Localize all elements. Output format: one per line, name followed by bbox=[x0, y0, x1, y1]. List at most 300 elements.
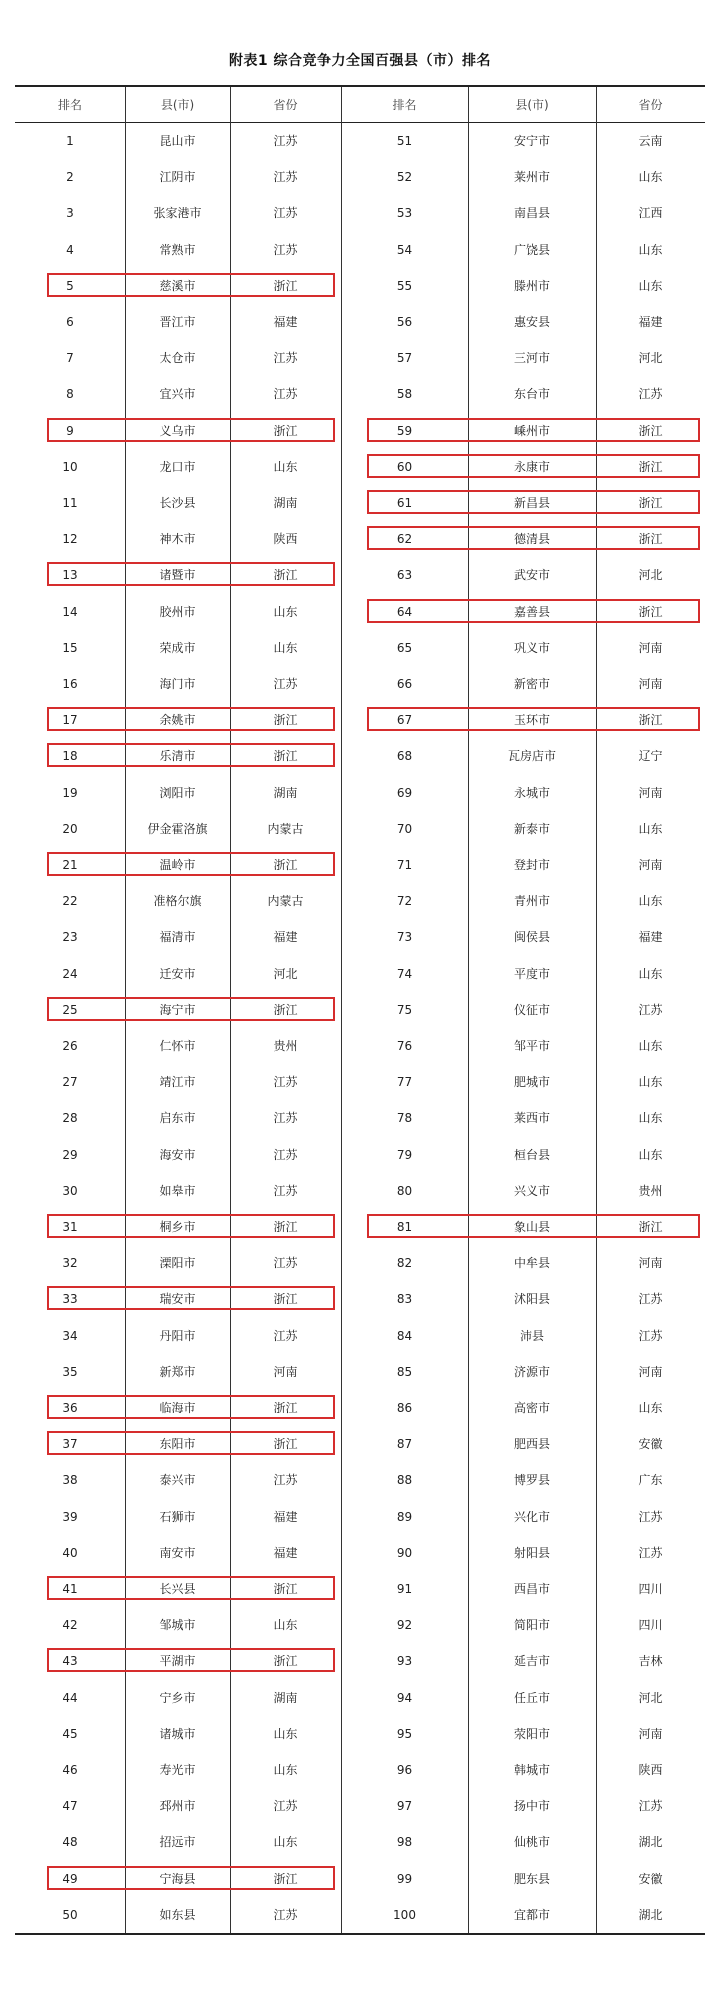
table-row bbox=[15, 1064, 705, 1100]
rank-left: 9 bbox=[66, 423, 74, 438]
rank-left: 22 bbox=[62, 894, 78, 909]
province-left: 江苏 bbox=[273, 1328, 298, 1343]
rank-left: 34 bbox=[62, 1328, 78, 1343]
county-right: 邹平市 bbox=[513, 1039, 550, 1053]
rank-right: 74 bbox=[396, 966, 413, 981]
table-row bbox=[15, 1499, 705, 1535]
table-row bbox=[15, 123, 705, 159]
province-left: 浙江 bbox=[273, 1871, 298, 1886]
rank-left: 27 bbox=[62, 1075, 78, 1090]
county-right: 射阳县 bbox=[513, 1545, 550, 1560]
province-left: 浙江 bbox=[273, 423, 298, 438]
rank-left: 43 bbox=[62, 1654, 78, 1669]
rank-right: 55 bbox=[396, 278, 413, 293]
county-right: 高密市 bbox=[513, 1401, 550, 1415]
rank-left: 8 bbox=[66, 387, 74, 402]
rank-left: 24 bbox=[62, 966, 78, 981]
rank-left: 37 bbox=[62, 1437, 78, 1452]
rank-left: 49 bbox=[62, 1871, 78, 1886]
province-left: 浙江 bbox=[273, 858, 298, 872]
county-left: 常熟市 bbox=[159, 242, 196, 257]
rank-right: 71 bbox=[396, 858, 413, 872]
rank-right: 73 bbox=[396, 930, 413, 945]
county-left: 招远市 bbox=[159, 1835, 196, 1850]
province-right: 浙江 bbox=[638, 713, 663, 728]
rank-right: 77 bbox=[396, 1075, 413, 1090]
table-row bbox=[15, 1390, 705, 1426]
table-row bbox=[15, 1788, 705, 1824]
rank-left: 12 bbox=[62, 532, 78, 547]
rank-left: 4 bbox=[66, 242, 74, 257]
province-left: 河南 bbox=[273, 1364, 298, 1379]
county-right: 东台市 bbox=[513, 387, 550, 402]
province-right: 河南 bbox=[638, 858, 663, 872]
rank-right: 89 bbox=[396, 1509, 413, 1524]
rank-left: 7 bbox=[66, 351, 74, 366]
rank-right: 83 bbox=[396, 1292, 413, 1307]
province-right: 山东 bbox=[638, 1401, 663, 1415]
county-right: 兴义市 bbox=[513, 1183, 550, 1198]
province-right: 山东 bbox=[638, 1147, 663, 1162]
rank-left: 50 bbox=[62, 1907, 78, 1922]
province-left: 浙江 bbox=[273, 713, 298, 728]
province-right: 安徽 bbox=[638, 1871, 663, 1886]
rank-left: 38 bbox=[62, 1473, 78, 1488]
table-row bbox=[15, 1752, 705, 1788]
rank-right: 53 bbox=[396, 206, 413, 221]
table-row bbox=[15, 1281, 705, 1317]
county-left: 准格尔旗 bbox=[153, 894, 202, 909]
province-right: 浙江 bbox=[638, 532, 663, 547]
province-left: 浙江 bbox=[273, 1220, 298, 1234]
table-row bbox=[15, 811, 705, 847]
table-row bbox=[15, 1680, 705, 1716]
rank-right: 64 bbox=[396, 604, 413, 619]
province-right: 浙江 bbox=[638, 604, 663, 619]
county-left: 如皋市 bbox=[159, 1183, 196, 1198]
county-right: 肥西县 bbox=[513, 1437, 550, 1452]
rank-right: 67 bbox=[396, 713, 413, 728]
province-left: 浙江 bbox=[273, 749, 298, 764]
province-right: 河南 bbox=[638, 785, 663, 800]
county-left: 宁海县 bbox=[159, 1871, 196, 1886]
province-right: 山东 bbox=[638, 1111, 663, 1126]
rank-left: 44 bbox=[62, 1690, 78, 1705]
county-right: 莱州市 bbox=[513, 170, 550, 185]
rank-right: 88 bbox=[396, 1473, 413, 1488]
county-left: 丹阳市 bbox=[159, 1328, 196, 1343]
county-left: 伊金霍洛旗 bbox=[147, 821, 208, 836]
province-left: 贵州 bbox=[273, 1039, 298, 1053]
county-right: 肥城市 bbox=[513, 1075, 550, 1090]
province-right: 山东 bbox=[638, 966, 663, 981]
county-left: 海安市 bbox=[159, 1147, 196, 1162]
province-left: 浙江 bbox=[273, 1654, 298, 1669]
province-left: 江苏 bbox=[273, 1473, 298, 1488]
county-left: 昆山市 bbox=[159, 134, 196, 148]
province-right: 浙江 bbox=[638, 423, 663, 438]
province-right: 福建 bbox=[638, 930, 663, 945]
county-right: 莱西市 bbox=[513, 1111, 550, 1126]
province-left: 江苏 bbox=[273, 1075, 298, 1090]
rank-right: 56 bbox=[396, 315, 413, 329]
rank-left: 47 bbox=[62, 1799, 78, 1814]
county-right: 象山县 bbox=[513, 1220, 550, 1234]
county-right: 延吉市 bbox=[513, 1654, 550, 1669]
province-right: 河南 bbox=[638, 1364, 663, 1379]
province-left: 江苏 bbox=[273, 351, 298, 366]
table-row bbox=[15, 1137, 705, 1173]
county-right: 平度市 bbox=[513, 966, 550, 981]
rank-left: 1 bbox=[66, 134, 74, 148]
province-right: 山东 bbox=[638, 170, 663, 185]
county-left: 石狮市 bbox=[159, 1509, 196, 1524]
table-row bbox=[15, 1173, 705, 1209]
county-right: 宜都市 bbox=[513, 1907, 550, 1922]
province-left: 浙江 bbox=[273, 568, 298, 583]
province-left: 福建 bbox=[273, 1545, 298, 1560]
province-left: 内蒙古 bbox=[267, 894, 304, 909]
county-right: 新泰市 bbox=[513, 821, 550, 836]
county-right: 瓦房店市 bbox=[507, 749, 556, 764]
county-right: 嘉善县 bbox=[513, 604, 550, 619]
county-right: 滕州市 bbox=[513, 278, 550, 293]
province-right: 江苏 bbox=[638, 1002, 663, 1017]
county-left: 龙口市 bbox=[159, 459, 196, 474]
table-row bbox=[15, 919, 705, 955]
rank-left: 31 bbox=[62, 1220, 78, 1234]
table-row bbox=[15, 630, 705, 666]
province-left: 湖南 bbox=[273, 785, 298, 800]
county-right: 闽侯县 bbox=[513, 930, 550, 945]
rank-right: 79 bbox=[396, 1147, 413, 1162]
province-left: 湖南 bbox=[273, 1690, 298, 1705]
province-left: 福建 bbox=[273, 1509, 298, 1524]
rank-left: 19 bbox=[62, 785, 78, 800]
province-left: 江苏 bbox=[273, 170, 298, 185]
province-left: 山东 bbox=[273, 1835, 298, 1850]
table-row bbox=[15, 413, 705, 449]
rank-left: 45 bbox=[62, 1726, 78, 1741]
county-right: 嵊州市 bbox=[513, 423, 550, 438]
province-left: 河北 bbox=[273, 966, 298, 981]
table-row bbox=[15, 159, 705, 195]
county-left: 长沙县 bbox=[159, 496, 196, 510]
county-right: 任丘市 bbox=[513, 1690, 550, 1705]
province-right: 江苏 bbox=[638, 1292, 663, 1307]
table-row bbox=[15, 268, 705, 304]
province-right: 福建 bbox=[638, 315, 663, 329]
header-county-left: 县(市) bbox=[160, 98, 195, 112]
county-left: 临海市 bbox=[159, 1401, 196, 1415]
table-row bbox=[15, 666, 705, 702]
county-right: 仪征市 bbox=[513, 1002, 550, 1017]
rank-right: 54 bbox=[396, 242, 413, 257]
rank-left: 6 bbox=[66, 315, 74, 329]
province-left: 山东 bbox=[273, 459, 298, 474]
county-left: 荣成市 bbox=[159, 640, 196, 655]
province-right: 江西 bbox=[638, 206, 663, 221]
rank-right: 98 bbox=[396, 1835, 413, 1850]
county-right: 济源市 bbox=[513, 1364, 550, 1379]
page-title: 附表1 综合竞争力全国百强县（市）排名 bbox=[228, 53, 492, 69]
rank-left: 36 bbox=[62, 1401, 78, 1415]
table-row bbox=[15, 1535, 705, 1571]
province-left: 山东 bbox=[273, 640, 298, 655]
county-left: 太仓市 bbox=[159, 351, 196, 366]
table-row bbox=[15, 340, 705, 376]
county-left: 长兴县 bbox=[159, 1582, 196, 1596]
rank-right: 96 bbox=[396, 1763, 413, 1777]
table-row bbox=[15, 992, 705, 1028]
table-row bbox=[15, 232, 705, 268]
table-row bbox=[15, 1607, 705, 1643]
rank-left: 35 bbox=[62, 1364, 78, 1379]
province-right: 浙江 bbox=[638, 459, 663, 474]
rank-right: 60 bbox=[396, 459, 413, 474]
county-right: 荥阳市 bbox=[513, 1726, 550, 1741]
county-left: 胶州市 bbox=[159, 604, 196, 619]
province-right: 安徽 bbox=[638, 1437, 663, 1452]
county-right: 青州市 bbox=[513, 894, 550, 909]
province-left: 江苏 bbox=[273, 134, 298, 148]
county-left: 宜兴市 bbox=[159, 387, 196, 402]
county-right: 肥东县 bbox=[513, 1871, 550, 1886]
header-rank-right: 排名 bbox=[392, 98, 417, 112]
province-left: 浙江 bbox=[273, 1582, 298, 1596]
rank-left: 33 bbox=[62, 1292, 78, 1307]
county-right: 沭阳县 bbox=[513, 1292, 550, 1307]
province-left: 福建 bbox=[273, 930, 298, 945]
province-right: 江苏 bbox=[638, 1545, 663, 1560]
rank-right: 72 bbox=[396, 894, 413, 909]
county-right: 德清县 bbox=[513, 532, 550, 547]
province-left: 江苏 bbox=[273, 206, 298, 221]
rank-right: 65 bbox=[396, 640, 413, 655]
rank-right: 61 bbox=[396, 496, 413, 510]
rank-right: 76 bbox=[396, 1039, 413, 1053]
rank-left: 42 bbox=[62, 1618, 78, 1633]
province-left: 江苏 bbox=[273, 387, 298, 402]
table-row bbox=[15, 1861, 705, 1897]
table-row bbox=[15, 702, 705, 738]
table-row bbox=[15, 195, 705, 231]
province-right: 辽宁 bbox=[638, 749, 663, 764]
province-right: 陕西 bbox=[638, 1763, 663, 1777]
county-right: 登封市 bbox=[513, 858, 550, 872]
county-right: 扬中市 bbox=[513, 1799, 550, 1814]
rank-left: 17 bbox=[62, 713, 78, 728]
province-left: 浙江 bbox=[273, 1002, 298, 1017]
table-row bbox=[15, 1897, 705, 1933]
county-left: 溧阳市 bbox=[159, 1256, 196, 1271]
province-right: 四川 bbox=[638, 1582, 663, 1596]
rank-left: 46 bbox=[62, 1763, 78, 1777]
rank-right: 57 bbox=[396, 351, 413, 366]
county-right: 三河市 bbox=[513, 351, 550, 366]
county-left: 福清市 bbox=[159, 930, 196, 945]
rank-left: 30 bbox=[62, 1183, 78, 1198]
province-right: 贵州 bbox=[638, 1183, 663, 1198]
province-right: 河南 bbox=[638, 677, 663, 691]
table-row bbox=[15, 449, 705, 485]
county-left: 迁安市 bbox=[159, 966, 196, 981]
rank-right: 90 bbox=[396, 1545, 413, 1560]
rank-right: 92 bbox=[396, 1618, 413, 1633]
rank-right: 94 bbox=[396, 1690, 413, 1705]
table-row bbox=[15, 1354, 705, 1390]
county-left: 启东市 bbox=[159, 1111, 196, 1126]
county-left: 义乌市 bbox=[159, 423, 196, 438]
province-right: 吉林 bbox=[638, 1654, 663, 1669]
rank-right: 87 bbox=[396, 1437, 413, 1452]
province-left: 山东 bbox=[273, 1618, 298, 1633]
header-rank-left: 排名 bbox=[57, 98, 82, 112]
rank-left: 10 bbox=[62, 459, 78, 474]
table-row bbox=[15, 1571, 705, 1607]
county-left: 寿光市 bbox=[159, 1763, 196, 1777]
table-row bbox=[15, 956, 705, 992]
table-row bbox=[15, 1209, 705, 1245]
province-left: 浙江 bbox=[273, 1401, 298, 1415]
table-row bbox=[15, 1462, 705, 1498]
province-right: 浙江 bbox=[638, 496, 663, 510]
county-right: 桓台县 bbox=[513, 1147, 550, 1162]
county-left: 余姚市 bbox=[159, 713, 196, 728]
province-right: 山东 bbox=[638, 242, 663, 257]
province-right: 湖北 bbox=[638, 1835, 663, 1850]
rank-left: 23 bbox=[62, 930, 78, 945]
table-header-row bbox=[15, 87, 705, 123]
header-province-right: 省份 bbox=[638, 98, 663, 112]
rank-right: 59 bbox=[396, 423, 413, 438]
province-left: 江苏 bbox=[273, 1147, 298, 1162]
rank-right: 62 bbox=[396, 532, 413, 547]
county-right: 永城市 bbox=[513, 785, 550, 800]
county-right: 玉环市 bbox=[513, 713, 550, 728]
province-right: 江苏 bbox=[638, 1509, 663, 1524]
table-row bbox=[15, 738, 705, 774]
county-left: 邹城市 bbox=[159, 1618, 196, 1633]
table-row bbox=[15, 883, 705, 919]
rank-right: 84 bbox=[396, 1328, 413, 1343]
ranking-table bbox=[15, 85, 705, 1935]
table-row bbox=[15, 1824, 705, 1860]
rank-left: 26 bbox=[62, 1039, 78, 1053]
county-left: 瑞安市 bbox=[159, 1292, 196, 1307]
rank-left: 41 bbox=[62, 1582, 78, 1596]
rank-right: 81 bbox=[396, 1220, 413, 1234]
rank-right: 93 bbox=[396, 1654, 413, 1669]
county-right: 巩义市 bbox=[513, 640, 550, 655]
province-left: 福建 bbox=[273, 315, 298, 329]
province-right: 浙江 bbox=[638, 1220, 663, 1234]
table-row bbox=[15, 847, 705, 883]
rank-right: 66 bbox=[396, 677, 413, 691]
rank-right: 69 bbox=[396, 785, 413, 800]
province-right: 云南 bbox=[638, 134, 663, 148]
province-right: 河南 bbox=[638, 640, 663, 655]
table-row bbox=[15, 304, 705, 340]
rank-left: 18 bbox=[62, 749, 78, 764]
table-row bbox=[15, 1318, 705, 1354]
table-row bbox=[15, 557, 705, 593]
table-row bbox=[15, 594, 705, 630]
county-left: 江阴市 bbox=[159, 170, 196, 185]
rank-right: 63 bbox=[396, 568, 413, 583]
header-county-right: 县(市) bbox=[515, 98, 549, 112]
table-row bbox=[15, 1028, 705, 1064]
rank-left: 28 bbox=[62, 1111, 78, 1126]
rank-right: 86 bbox=[396, 1401, 413, 1415]
county-left: 诸城市 bbox=[159, 1726, 196, 1741]
rank-left: 15 bbox=[62, 640, 78, 655]
province-left: 江苏 bbox=[273, 242, 298, 257]
county-left: 乐清市 bbox=[159, 749, 196, 764]
county-left: 桐乡市 bbox=[159, 1220, 196, 1234]
province-right: 河南 bbox=[638, 1726, 663, 1741]
county-left: 诸暨市 bbox=[159, 568, 196, 583]
table-row bbox=[15, 1716, 705, 1752]
rank-right: 91 bbox=[396, 1582, 413, 1596]
rank-left: 2 bbox=[66, 170, 74, 185]
rank-right: 99 bbox=[396, 1871, 413, 1886]
rank-left: 25 bbox=[62, 1002, 78, 1017]
province-left: 江苏 bbox=[273, 1799, 298, 1814]
county-right: 仙桃市 bbox=[513, 1835, 550, 1850]
county-left: 海门市 bbox=[159, 677, 196, 691]
header-province-left: 省份 bbox=[273, 98, 298, 112]
county-left: 神木市 bbox=[159, 532, 196, 547]
county-left: 浏阳市 bbox=[159, 785, 196, 800]
county-right: 简阳市 bbox=[513, 1618, 550, 1633]
county-left: 仁怀市 bbox=[159, 1039, 196, 1053]
rank-right: 80 bbox=[396, 1183, 413, 1198]
county-left: 南安市 bbox=[159, 1545, 196, 1560]
province-left: 江苏 bbox=[273, 677, 298, 691]
county-left: 泰兴市 bbox=[159, 1473, 196, 1488]
rank-right: 68 bbox=[396, 749, 413, 764]
rank-right: 78 bbox=[396, 1111, 413, 1126]
county-right: 安宁市 bbox=[513, 134, 550, 148]
county-right: 南昌县 bbox=[513, 206, 550, 221]
county-left: 新郑市 bbox=[159, 1364, 196, 1379]
rank-right: 75 bbox=[396, 1002, 413, 1017]
province-right: 河北 bbox=[638, 568, 663, 583]
county-right: 惠安县 bbox=[513, 315, 550, 329]
county-left: 东阳市 bbox=[159, 1437, 196, 1452]
province-right: 四川 bbox=[638, 1618, 663, 1633]
county-right: 广饶县 bbox=[513, 242, 550, 257]
rank-left: 5 bbox=[66, 278, 74, 293]
province-right: 山东 bbox=[638, 1039, 663, 1053]
province-left: 山东 bbox=[273, 1726, 298, 1741]
province-left: 浙江 bbox=[273, 1292, 298, 1307]
rank-right: 97 bbox=[396, 1799, 413, 1814]
rank-right: 51 bbox=[396, 134, 413, 148]
county-right: 新昌县 bbox=[513, 496, 550, 510]
rank-right: 85 bbox=[396, 1364, 413, 1379]
rank-left: 14 bbox=[62, 604, 78, 619]
county-left: 靖江市 bbox=[159, 1075, 196, 1090]
county-left: 如东县 bbox=[159, 1907, 196, 1922]
province-right: 山东 bbox=[638, 278, 663, 293]
province-left: 江苏 bbox=[273, 1183, 298, 1198]
county-right: 沛县 bbox=[519, 1328, 544, 1343]
rank-left: 13 bbox=[62, 568, 78, 583]
province-left: 湖南 bbox=[273, 496, 298, 510]
province-right: 江苏 bbox=[638, 1799, 663, 1814]
